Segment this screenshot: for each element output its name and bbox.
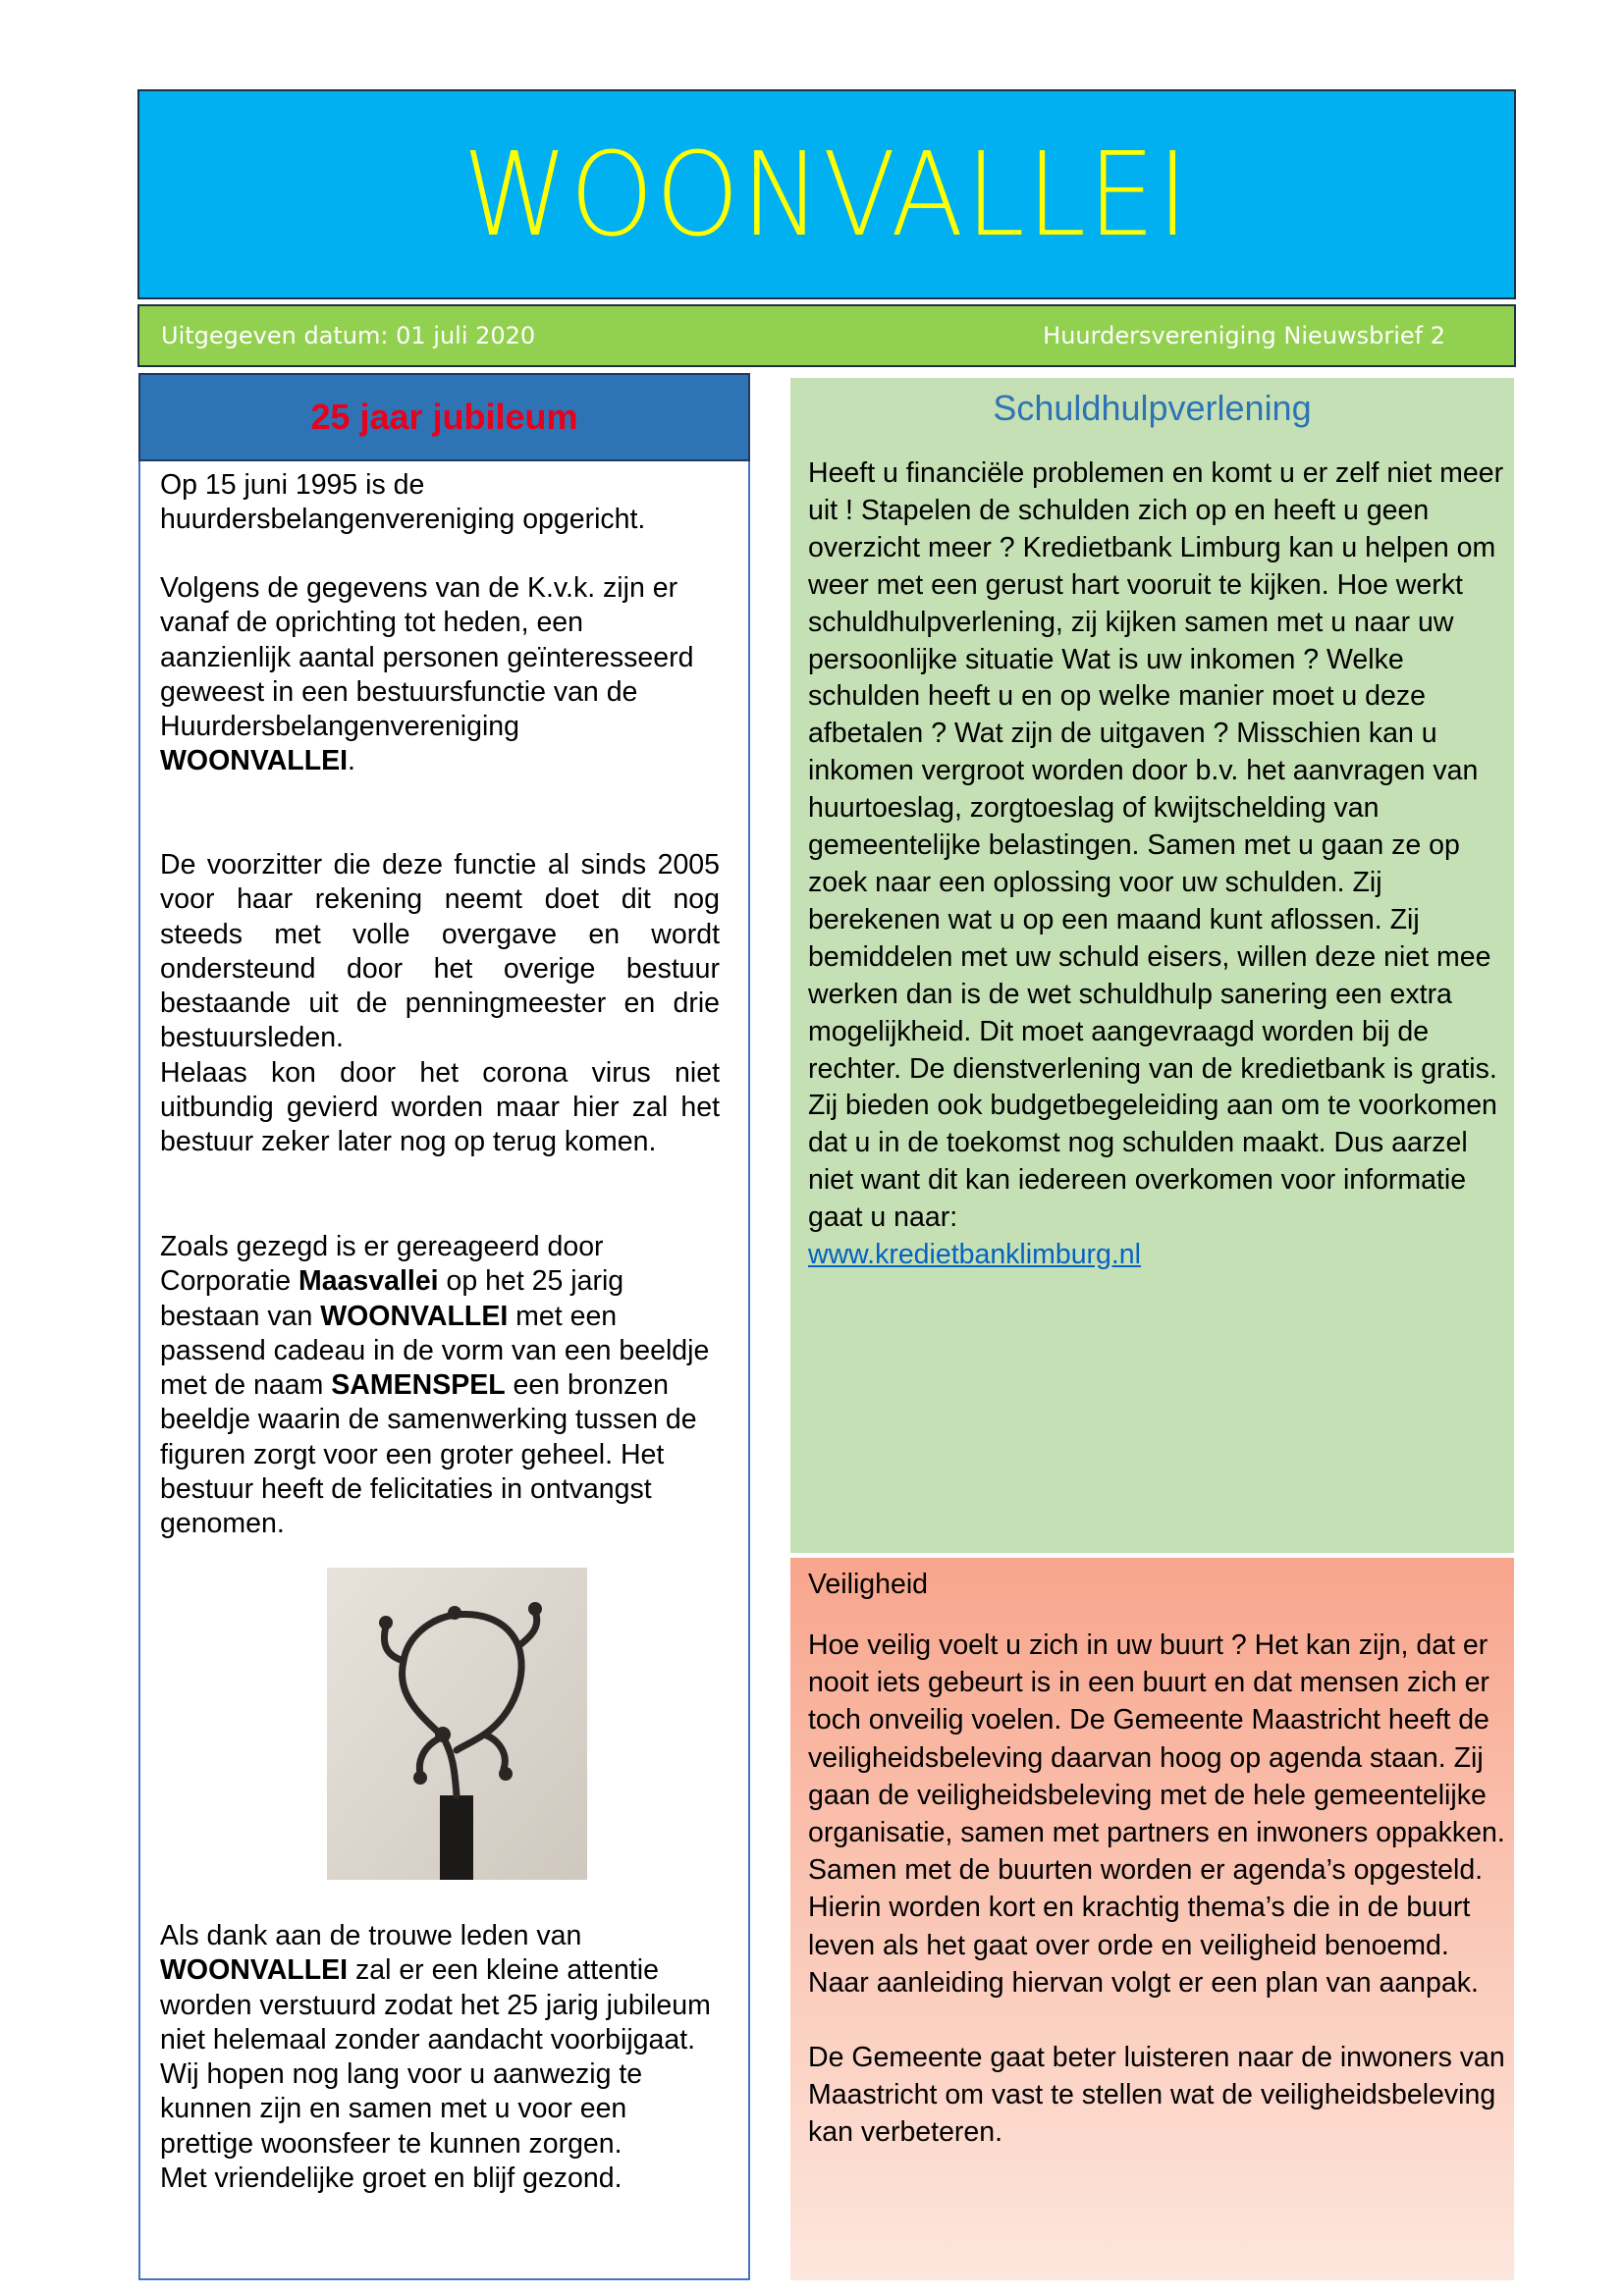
- meta-bar: [137, 304, 1516, 367]
- veiligheid-body: [808, 1627, 1505, 2152]
- jubileum-intro: [160, 468, 720, 538]
- jubileum-header: [138, 373, 750, 461]
- veiligheid-paragraph: Hoe veilig voelt u zich in uw buurt ? Het kan zijn, dat er nooit iets gebeurt is in een buurt en dat mensen zich er toch onveilig voelen. De Gemeente Maastricht heeft de veiligheidsbeleving daarvan hoog op agenda staan. Zij gaan de veiligheidsbeleving met de hele gemeentelijke organisatie, samen met partners en inwoners oppakken. Samen met de buurten worden er agenda’s opgesteld. Hierin worden kort en krachtig thema’s die in de buurt leven als het gaat over orde en veiligheid benoemd. Naar aanleiding hiervan volgt er een plan van aanpak.: [808, 1629, 1505, 1999]
- newsletter-title: WOONVALLEI: [462, 127, 1191, 262]
- veiligheid-title: Veiligheid: [808, 1569, 929, 1600]
- sculpture-photo: [327, 1568, 587, 1880]
- kredietbank-link[interactable]: www.kredietbanklimburg.nl: [808, 1239, 1141, 1271]
- jubileum-thanks: [160, 1919, 720, 2196]
- schuldhulp-paragraph: Heeft u financiële problemen en komt u er zelf niet meer uit ! Stapelen de schulden zich op en heeft u geen overzicht meer ? Kredietbank Limburg kan u helpen om weer met een gerust hart vooruit te kijken. Hoe werkt schuldhulpverlening, zij kijken samen met u naar uw persoonlijke situatie Wat is uw inkomen ? Welke schulden heeft u en op welke manier moet u deze afbetalen ? Wat zijn de uitgaven ? Misschien kan u inkomen vergroot worden door b.v. het aanvragen van huurtoeslag, zorgtoeslag of kwijtschelding van gemeentelijke belastingen. Samen met u gaan ze op zoek naar een oplossing voor uw schulden. Zij berekenen wat u op een maand kunt aflossen. Zij bemiddelen met uw schuld eisers, willen deze niet mee werken dan is de wet schuldhulp sanering een extra mogelijkheid. Dit moet aangevraagd worden bij de rechter. De dienstverlening van de kredietbank is gratis. Zij bieden ook budgetbegeleiding aan om te voorkomen dat u in de toekomst nog schulden maakt. Dus aarzel niet want dit kan iedereen overkomen voor informatie gaat u naar:: [808, 457, 1504, 1234]
- jubileum-paragraph: De voorzitter die deze functie al sinds 2005 voor haar rekening neemt doet dit nog steeds met volle overgave en wordt ondersteund door het overige bestuur bestaande uit de penningmeester en drie bestuursleden.: [160, 849, 720, 1054]
- schuldhulp-title: Schuldhulpverlening: [993, 388, 1312, 428]
- veiligheid-paragraph: De Gemeente gaat beter luisteren naar de inwoners van Maastricht om vast te stellen wat de veiligheidsbeleving kan verbeteren.: [808, 2042, 1505, 2149]
- publish-date: Uitgegeven datum: 01 juli 2020: [161, 322, 536, 349]
- jubileum-chair: [160, 848, 720, 1160]
- jubileum-kvk: [160, 571, 720, 779]
- jubileum-paragraph: Zoals gezegd is er gereageerd door Corporatie Maasvallei op het 25 jarig bestaan van WOONVALLEI met een passend cadeau in de vorm van een beeldje met de naam SAMENSPEL een bronzen beeldje waarin de samenwerking tussen de figuren zorgt voor een groter geheel. Het bestuur heeft de felicitaties in ontvangst genomen.: [160, 1231, 710, 1540]
- jubileum-paragraph: Op 15 juni 1995 is de huurdersbelangenvereniging opgericht.: [160, 469, 646, 536]
- jubileum-closing: Met vriendelijke groet en blijf gezond.: [160, 2163, 623, 2195]
- jubileum-paragraph: Als dank aan de trouwe leden van WOONVALLEI zal er een kleine attentie worden verstuurd zodat het 25 jarig jubileum niet helemaal zonder aandacht voorbijgaat.: [160, 1920, 711, 2056]
- newsletter-number: Huurdersvereniging Nieuwsbrief 2: [1043, 322, 1445, 349]
- jubileum-paragraph: Volgens de gegevens van de K.v.k. zijn er vanaf de oprichting tot heden, een aanzienlijk aantal personen geïnteresseerd geweest in een bestuursfunctie van de Huurdersbelangenvereniging WOONVALLEI.: [160, 572, 694, 777]
- jubileum-gift: [160, 1230, 720, 1542]
- jubileum-paragraph: Wij hopen nog lang voor u aanwezig te kunnen zijn en samen met u voor een prettige woonsfeer te kunnen zorgen.: [160, 2058, 643, 2160]
- jubileum-title: 25 jaar jubileum: [310, 397, 578, 437]
- masthead: [137, 89, 1516, 299]
- jubileum-paragraph: Helaas kon door het corona virus niet uitbundig gevierd worden maar hier zal het bestuur zeker later nog op terug komen.: [160, 1056, 720, 1158]
- schuldhulp-body: [808, 455, 1505, 1274]
